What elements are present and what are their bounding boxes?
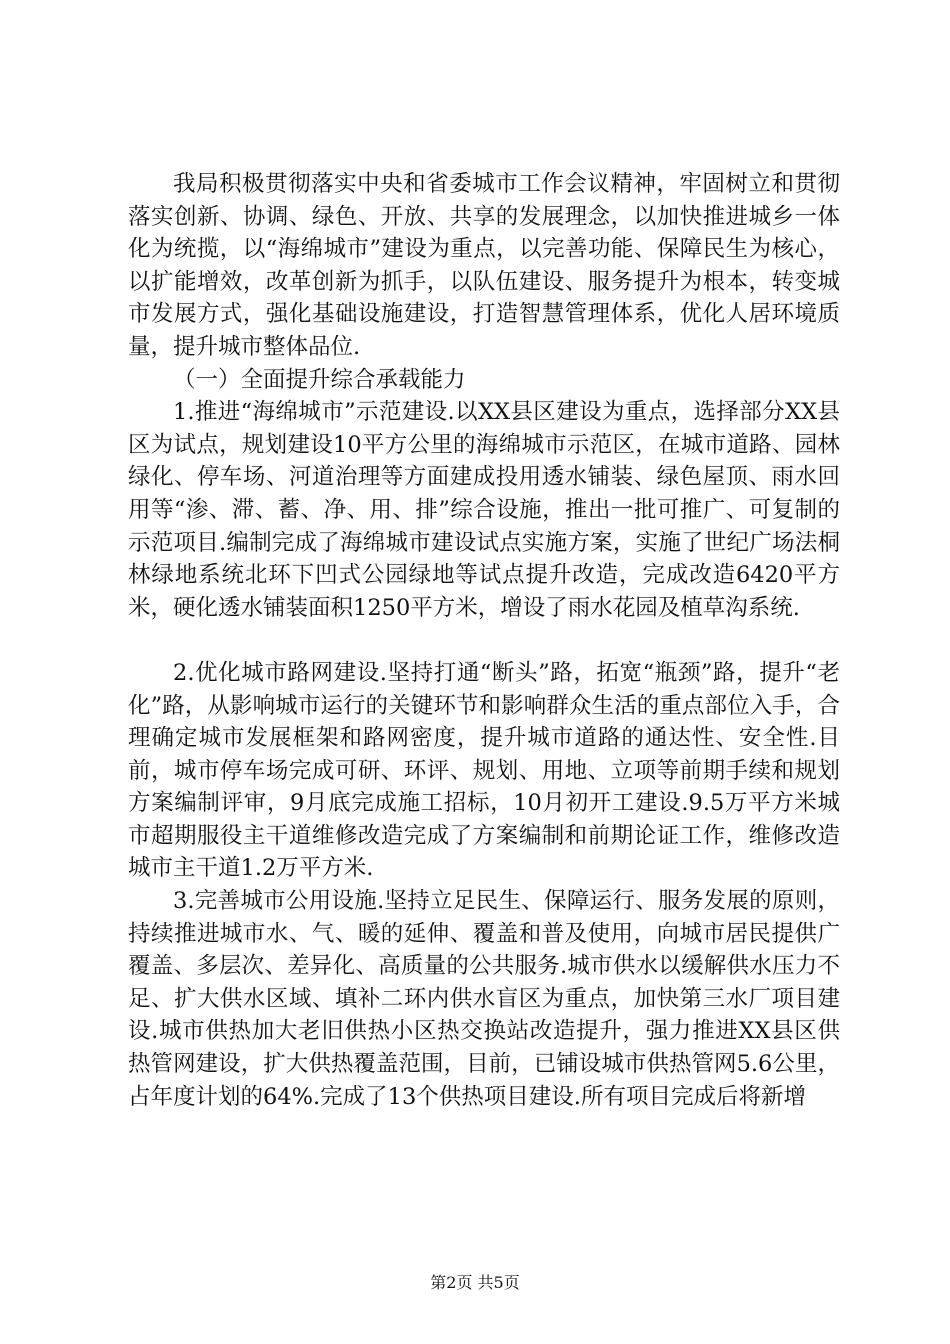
section-heading: （一）全面提升综合承载能力: [173, 366, 466, 393]
paragraph-spacer: [128, 624, 840, 657]
document-body: [128, 168, 840, 1113]
page-number-label: 第2页 共5页: [430, 1273, 520, 1292]
paragraph-road-network: 2.优化城市路网建设.坚持打通“断头”路，拓宽“瓶颈”路，提升“老化”路，从影响城市运行的关键环节和影响群众生活的重点部位入手，合理确定城市发展框架和路网密度，提升城市道路的通达性、安全性.目前，城市停车场完成可研、环评、规划、用地、立项等前期手续和规划方案编制评审，9月底完成施工招标，10月初开工建设.9.5万平方米城市超期服役主干道维修改造完成了方案编制和前期论证工作，维修改造城市主干道1.2万平方米.: [128, 659, 840, 882]
page-footer: [0, 1272, 950, 1294]
intro-paragraph: 我局积极贯彻落实中央和省委城市工作会议精神，牢固树立和贯彻落实创新、协调、绿色、开放、共享的发展理念，以加快推进城乡一体化为统揽，以“海绵城市”建设为重点，以完善功能、保障民生为核心，以扩能增效，改革创新为抓手，以队伍建设、服务提升为根本，转变城市发展方式，强化基础设施建设，打造智慧管理体系，优化人居环境质量，提升城市整体品位.: [128, 171, 840, 360]
paragraph-public-facilities: 3.完善城市公用设施.坚持立足民生、保障运行、服务发展的原则，持续推进城市水、气、暖的延伸、覆盖和普及使用，向城市居民提供广覆盖、多层次、差异化、高质量的公共服务.城市供水以缓解供水压力不足、扩大供水区域、填补二环内供水盲区为重点，加快第三水厂项目建设.城市供热加大老旧供热小区热交换站改造提升，强力推进XX县区供热管网建设，扩大供热覆盖范围，目前，已铺设城市供热管网5.6公里，占年度计划的64%.完成了13个供热项目建设.所有项目完成后将新增: [128, 888, 840, 1110]
paragraph-sponge-city: 1.推进“海绵城市”示范建设.以XX县区建设为重点，选择部分XX县区为试点，规划建设10平方公里的海绵城市示范区，在城市道路、园林绿化、停车场、河道治理等方面建成投用透水铺装、绿色屋顶、雨水回用等“渗、滞、蓄、净、用、排”综合设施，推出一批可推广、可复制的示范项目.编制完成了海绵城市建设试点实施方案，实施了世纪广场法桐林绿地系统北环下凹式公园绿地等试点提升改造，完成改造6420平方米，硬化透水铺装面积1250平方米，增设了雨水花园及植草沟系统.: [128, 399, 840, 621]
